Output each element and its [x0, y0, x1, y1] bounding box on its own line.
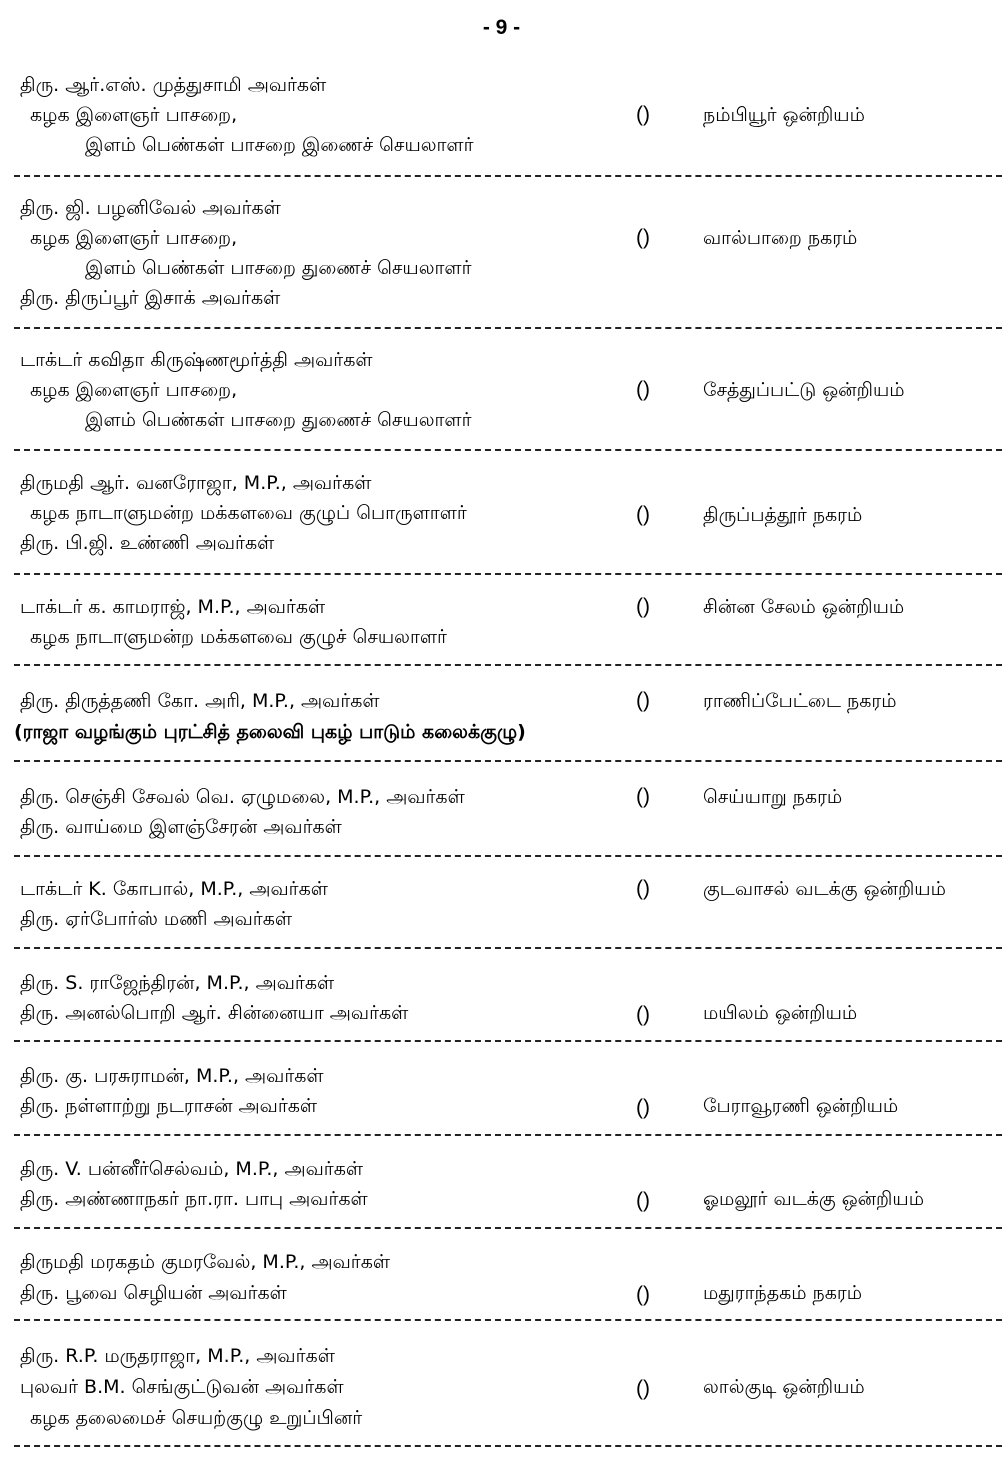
region-name: சின்ன சேலம் ஒன்றியம்	[703, 596, 905, 618]
divider	[14, 1040, 1002, 1044]
divider	[14, 1445, 1002, 1449]
region-name: செய்யாறு நகரம்	[703, 786, 843, 808]
region-name: வால்பாறை நகரம்	[703, 227, 858, 249]
role-line: கழக தலைமைச் செயற்குழு உறுப்பினர்	[30, 1407, 363, 1429]
member-name: திரு. S. ராஜேந்திரன், M.P., அவர்கள்	[20, 972, 335, 994]
role-line: இளம் பெண்கள் பாசறை இணைச் செயலாளர்	[85, 134, 474, 156]
member-name: டாக்டர் க. காமராஜ், M.P., அவர்கள்	[20, 596, 326, 618]
member-name: திரு. R.P. மருதராஜா, M.P., அவர்கள்	[20, 1345, 335, 1367]
region-name: நம்பியூர் ஒன்றியம்	[703, 104, 865, 126]
divider	[14, 449, 1002, 453]
member-name: திரு. ஜி. பழனிவேல் அவர்கள்	[20, 197, 281, 219]
divider	[14, 573, 1002, 577]
role-line: கழக நாடாளுமன்ற மக்களவை குழுப் பொருளாளர்	[30, 502, 467, 524]
divider	[14, 855, 1002, 859]
separator-paren: ()	[636, 378, 650, 401]
member-name: டாக்டர் கவிதா கிருஷ்ணமூர்த்தி அவர்கள்	[20, 349, 373, 371]
member-name: டாக்டர் K. கோபால், M.P., அவர்கள்	[20, 878, 328, 900]
region-name: சேத்துப்பட்டு ஒன்றியம்	[703, 379, 905, 401]
role-line: இளம் பெண்கள் பாசறை துணைச் செயலாளர்	[85, 409, 472, 431]
region-name: ராணிப்பேட்டை நகரம்	[703, 690, 897, 712]
separator-paren: ()	[636, 785, 650, 808]
region-name: திருப்பத்தூர் நகரம்	[703, 504, 863, 526]
divider	[14, 1134, 1002, 1138]
member-name: திரு. திருத்தணி கோ. அரி, M.P., அவர்கள்	[20, 690, 380, 712]
region-name: ஓமலூர் வடக்கு ஒன்றியம்	[703, 1188, 924, 1210]
member-name: திரு. வாய்மை இளஞ்சேரன் அவர்கள்	[20, 816, 342, 838]
divider	[14, 1319, 1002, 1323]
separator-paren: ()	[636, 1377, 650, 1400]
member-name: திரு. V. பன்னீர்செல்வம், M.P., அவர்கள்	[20, 1158, 364, 1180]
member-name: திரு. ஏர்போர்ஸ் மணி அவர்கள்	[20, 908, 293, 930]
divider	[14, 175, 1002, 179]
member-name: திரு. செஞ்சி சேவல் வெ. ஏழுமலை, M.P., அவர்கள்	[20, 786, 465, 808]
role-line: கழக இளைஞர் பாசறை,	[30, 104, 238, 126]
member-name: திருமதி மரகதம் குமரவேல், M.P., அவர்கள்	[20, 1251, 391, 1273]
separator-paren: ()	[636, 689, 650, 712]
member-name: திரு. அண்ணாநகர் நா.ரா. பாபு அவர்கள்	[20, 1188, 368, 1210]
member-name: திருமதி ஆர். வனரோஜா, M.P., அவர்கள்	[20, 472, 372, 494]
role-line: இளம் பெண்கள் பாசறை துணைச் செயலாளர்	[85, 257, 472, 279]
member-name: திரு. அனல்பொறி ஆர். சின்னையா அவர்கள்	[20, 1002, 409, 1024]
role-line: கழக இளைஞர் பாசறை,	[30, 379, 238, 401]
separator-paren: ()	[636, 226, 650, 249]
divider	[14, 947, 1002, 951]
divider	[14, 1227, 1002, 1231]
region-name: குடவாசல் வடக்கு ஒன்றியம்	[703, 878, 946, 900]
separator-paren: ()	[636, 503, 650, 526]
separator-paren: ()	[636, 1096, 650, 1119]
separator-paren: ()	[636, 103, 650, 126]
divider	[14, 664, 1002, 668]
member-name: திரு. நள்ளாற்று நடராசன் அவர்கள்	[20, 1095, 318, 1117]
region-name: லால்குடி ஒன்றியம்	[703, 1376, 865, 1398]
member-name: திரு. திருப்பூர் இசாக் அவர்கள்	[20, 287, 281, 309]
member-name: திரு. பி.ஜி. உண்ணி அவர்கள்	[20, 532, 275, 554]
member-name: திரு. ஆர்.எஸ். முத்துசாமி அவர்கள்	[20, 74, 327, 96]
role-line: கழக நாடாளுமன்ற மக்களவை குழுச் செயலாளர்	[30, 626, 447, 648]
region-name: மயிலம் ஒன்றியம்	[703, 1002, 858, 1024]
separator-paren: ()	[636, 1189, 650, 1212]
member-name: திரு. கு. பரசுராமன், M.P., அவர்கள்	[20, 1065, 324, 1087]
separator-paren: ()	[636, 1283, 650, 1306]
separator-paren: ()	[636, 595, 650, 618]
group-note: (ராஜா வழங்கும் புரட்சித் தலைவி புகழ் பாடும் கலைக்குழு)	[14, 721, 526, 743]
separator-paren: ()	[636, 877, 650, 900]
page-number: - 9 -	[482, 16, 521, 39]
separator-paren: ()	[636, 1003, 650, 1026]
member-name: திரு. பூவை செழியன் அவர்கள்	[20, 1282, 287, 1304]
member-name: புலவர் B.M. செங்குட்டுவன் அவர்கள்	[20, 1376, 344, 1398]
divider	[14, 760, 1002, 764]
region-name: பேராவூரணி ஒன்றியம்	[703, 1095, 899, 1117]
role-line: கழக இளைஞர் பாசறை,	[30, 227, 238, 249]
divider	[14, 327, 1002, 331]
region-name: மதுராந்தகம் நகரம்	[703, 1282, 863, 1304]
